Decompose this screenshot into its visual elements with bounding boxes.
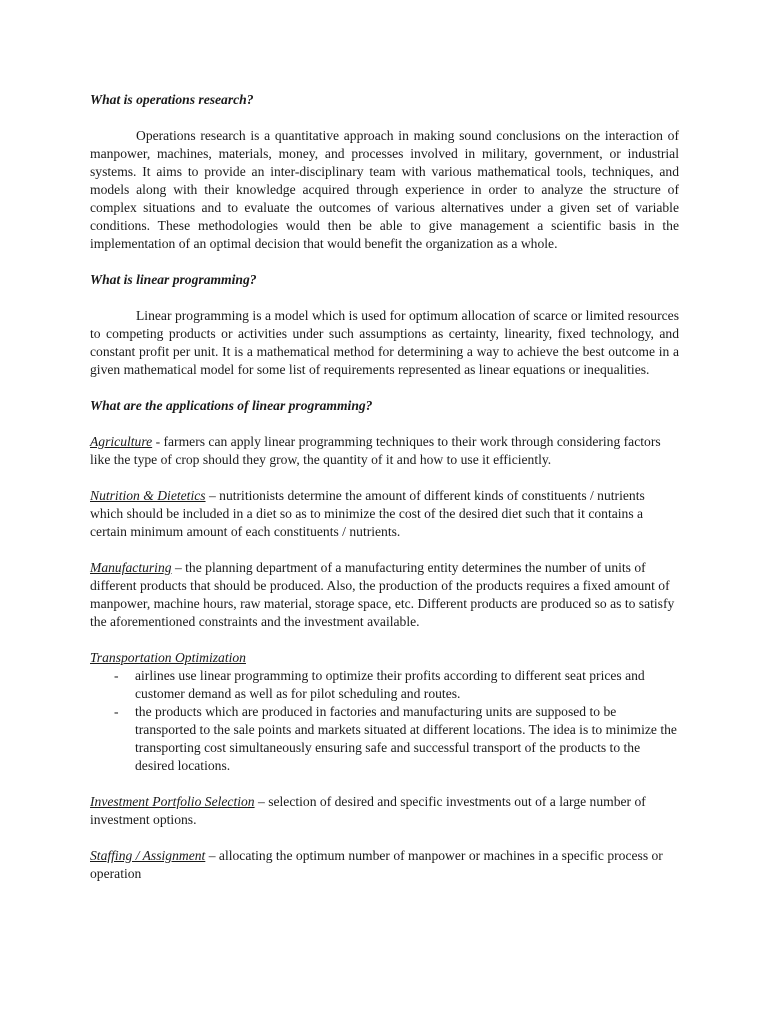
application-staffing: [90, 847, 679, 883]
heading-applications: What are the applications of linear programming?: [90, 398, 373, 413]
transportation-list: [90, 667, 679, 775]
list-item-text: airlines use linear programming to optimize their profits according to different seat prices and customer demand as well as for pilot scheduling and routes.: [135, 668, 645, 701]
term-staffing: Staffing / Assignment: [90, 848, 206, 863]
dash-bullet: -: [114, 704, 119, 719]
application-manufacturing: [90, 559, 679, 631]
heading-linear-programming: What is linear programming?: [90, 272, 257, 287]
list-item: [90, 703, 679, 775]
dash-bullet: -: [114, 668, 119, 683]
text-investment: – selection of desired and specific investments out of a large number of investment options.: [90, 794, 646, 827]
paragraph-operations-research: Operations research is a quantitative approach in making sound conclusions on the interaction of manpower, machines, materials, money, and processes involved in military, government, or industrial systems. It aims to provide an inter-disciplinary team with various mathematical tools, techniques, and models along with their knowledge acquired through experience in order to analyze the structure of complex situations and to evaluate the outcomes of various alternatives under a given set of variable conditions. These methodologies would then be able to give management a scientific basis in the implementation of an optimal decision that would benefit the organization as a whole.: [90, 128, 679, 251]
application-nutrition: [90, 487, 679, 541]
list-item: [90, 667, 679, 703]
text-manufacturing: – the planning department of a manufacturing entity determines the number of units of different products that should be produced. Also, the production of the products requires a fixed amount of manpower, machine hours, raw material, storage space, etc. Different products are produced so as to satisfy the aforementioned constraints and the investment available.: [90, 560, 675, 629]
term-agriculture: Agriculture: [90, 434, 153, 449]
text-nutrition: – nutritionists determine the amount of different kinds of constituents / nutrients which should be included in a diet so as to minimize the cost of the desired diet such that it contains a certain minimum amount of each constituents / nutrients.: [90, 488, 645, 539]
application-transportation: [90, 649, 679, 667]
document-page: [90, 91, 679, 883]
term-nutrition: Nutrition & Dietetics: [90, 488, 206, 503]
heading-operations-research: What is operations research?: [90, 92, 254, 107]
text-agriculture: - farmers can apply linear programming techniques to their work through considering factors like the type of crop should they grow, the quantity of it and how to use it efficiently.: [90, 434, 661, 467]
text-staffing: – allocating the optimum number of manpower or machines in a specific process or operation: [90, 848, 663, 881]
paragraph-linear-programming: Linear programming is a model which is used for optimum allocation of scarce or limited resources to competing products or activities under such assumptions as certainty, linearity, fixed technology, and constant profit per unit. It is a mathematical method for determining a way to achieve the best outcome in a given mathematical model for some list of requirements represented as linear equations or inequalities.: [90, 308, 679, 377]
list-item-text: the products which are produced in factories and manufacturing units are supposed to be transported to the sale points and markets situated at different locations. The idea is to minimize the transporting cost simultaneously ensuring safe and successful transport of the products to the desired locations.: [135, 704, 677, 773]
term-transportation: Transportation Optimization: [90, 650, 246, 665]
term-investment: Investment Portfolio Selection: [90, 794, 255, 809]
term-manufacturing: Manufacturing: [90, 560, 172, 575]
application-investment: [90, 793, 679, 829]
application-agriculture: [90, 433, 679, 469]
